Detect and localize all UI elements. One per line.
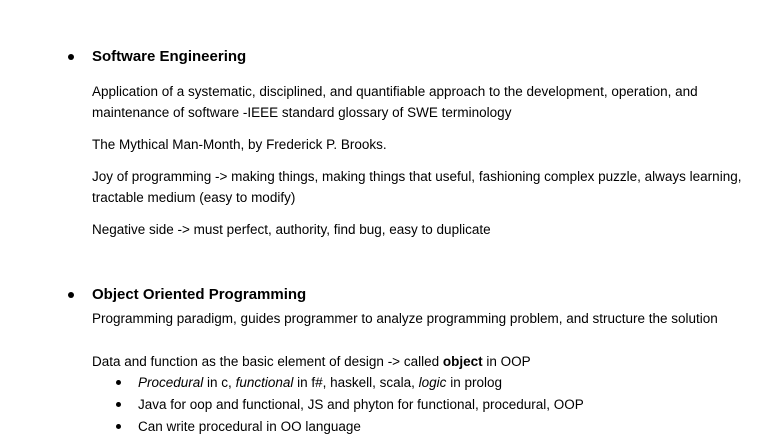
word-logic: logic <box>418 375 447 390</box>
paragraph-joy-of-programming: Joy of programming -> making things, making things that useful, fashioning complex puzzle, always learning, tractable medium (easy to modify) <box>92 169 742 205</box>
word-procedural: Procedural <box>138 375 204 390</box>
sub-bullet-paradigms <box>138 372 502 393</box>
paragraph-swe-definition: Application of a systematic, disciplined, and quantifiable approach to the development, operation, and maintenance of software -IEEE standard glossary of SWE terminology <box>92 84 698 120</box>
design-line-suffix: in OOP <box>482 354 531 369</box>
sub-bullet-dot-icon <box>116 402 121 407</box>
design-line-prefix: Data and function as the basic element of design -> called <box>92 354 443 369</box>
sub-bullet-dot-icon <box>116 380 121 385</box>
paragraph-negative-side: Negative side -> must perfect, authority, find bug, easy to duplicate <box>92 222 491 237</box>
bullet-dot-icon <box>68 292 74 298</box>
design-element-line <box>92 351 531 372</box>
text-in-prolog: in prolog <box>446 375 502 390</box>
text-in-c: in c, <box>203 375 236 390</box>
paragraph-mythical-man-month: The Mythical Man-Month, by Frederick P. Brooks. <box>92 137 387 152</box>
sub-bullet-dot-icon <box>116 424 121 429</box>
sub-bullet-procedural-in-oo: Can write procedural in OO language <box>138 419 361 434</box>
design-line-object: object <box>442 354 483 369</box>
word-functional: functional <box>235 375 294 390</box>
heading-oop: Object Oriented Programming <box>92 286 307 303</box>
paragraph-programming-paradigm: Programming paradigm, guides programmer to analyze programming problem, and structure the solution <box>92 311 718 326</box>
sub-bullet-languages: Java for oop and functional, JS and phyton for functional, procedural, OOP <box>138 397 584 412</box>
heading-software-engineering: Software Engineering <box>92 48 247 65</box>
text-in-fsharp: in f#, haskell, scala, <box>293 375 419 390</box>
bullet-dot-icon <box>68 54 74 60</box>
